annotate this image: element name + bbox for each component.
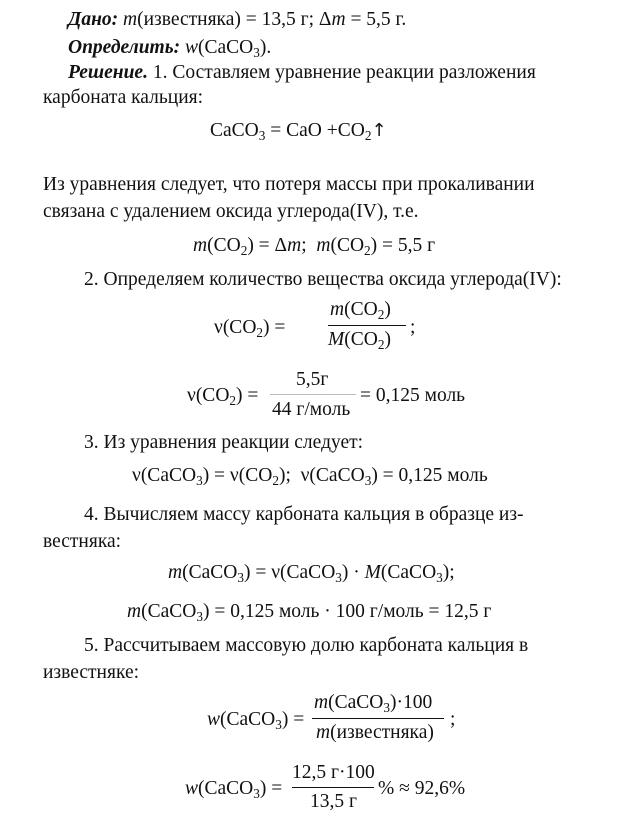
given-line: [68, 10, 406, 30]
formula-text: (CaCO: [220, 709, 276, 730]
subscript: 2: [364, 128, 372, 144]
formula-text: ) = ν(CO: [202, 465, 273, 486]
eq9-lhs: [185, 778, 283, 802]
given-label: Дано:: [68, 9, 119, 30]
formula-text: (CaCO: [182, 562, 238, 583]
step4-line2: вестняка:: [43, 531, 122, 552]
fraction-numerator: 12,5 г·100: [292, 762, 375, 783]
subscript: 3: [196, 609, 203, 625]
subscript: 3: [253, 45, 260, 61]
formula-text: ) =: [263, 317, 286, 338]
subscript: 3: [196, 473, 203, 489]
formula-text: ) =: [281, 709, 305, 730]
subscript: 2: [240, 243, 248, 259]
eq8-fraction: [312, 693, 448, 745]
formula-text: ): [384, 329, 391, 350]
step4-line1: 4. Вычисляем массу карбоната кальция в образце из-: [84, 504, 524, 525]
formula-text: ;: [301, 235, 317, 256]
formula-text: ) =: [236, 385, 259, 406]
fraction-numerator: [314, 692, 433, 716]
formula-text: (CaCO: [198, 778, 254, 799]
formula-text: );: [442, 562, 455, 583]
reaction-equation: [210, 120, 387, 144]
gas-arrow-icon: ↑: [371, 120, 387, 141]
solution-label: Решение.: [68, 62, 148, 83]
formula-text: (CaCO: [380, 562, 437, 583]
mass-symbol: m: [314, 692, 329, 713]
fraction-denominator: [316, 723, 434, 743]
fraction-symbol: w: [185, 778, 199, 799]
fraction-symbol: w: [207, 709, 221, 730]
given-text: (известняка) = 13,5 г; Δ: [137, 9, 332, 30]
subscript: 3: [383, 700, 390, 716]
fraction-numerator: [330, 299, 391, 323]
formula-text: ) = ν(CaCO: [243, 562, 336, 583]
eq8-lhs: [207, 709, 305, 733]
mass-symbol: m: [123, 9, 138, 30]
find-label: Определить:: [68, 37, 181, 58]
mass-symbol: m: [330, 299, 345, 320]
eq6: [168, 562, 455, 586]
formula-text: = CaO +CO: [265, 120, 365, 141]
formula-text: (CO: [344, 299, 378, 320]
step5-line1: 5. Рассчитываем массовую долю карбоната кальция в: [84, 635, 529, 656]
step5-line2: известняке:: [43, 662, 140, 683]
subscript: 2: [272, 473, 279, 489]
step1-line2: карбоната кальция:: [43, 87, 204, 108]
eq8-tail: ;: [450, 709, 456, 730]
formula-text: ) =: [259, 778, 283, 799]
eq9-fraction: [292, 763, 376, 813]
solution-line: [68, 63, 536, 83]
molar-mass-symbol: M: [364, 562, 381, 583]
subscript: 2: [229, 393, 237, 409]
subscript: 2: [364, 243, 371, 259]
formula-text: )·100: [389, 692, 433, 713]
fraction-bar: [270, 394, 356, 395]
fraction-denominator: 13,5 г: [310, 791, 357, 812]
fraction-bar: [292, 787, 374, 788]
subscript: 3: [237, 570, 244, 586]
formula-text: ) = Δ: [247, 235, 288, 256]
fraction-symbol: w: [185, 37, 199, 58]
step3-text: 3. Из уравнения реакции следует:: [84, 432, 364, 453]
subscript: 3: [253, 786, 260, 802]
subscript: 3: [335, 570, 342, 586]
mass-symbol: m: [127, 601, 142, 622]
mass-symbol: m: [193, 235, 208, 256]
formula-text: ) = 5,5 г: [370, 235, 436, 256]
formula-text: ν(CO: [214, 317, 257, 338]
step2-text: 2. Определяем количество вещества оксида углерода(IV):: [84, 269, 562, 290]
formula-text: (CaCO: [328, 692, 384, 713]
formula-text: (CO: [330, 235, 365, 256]
subscript: 3: [275, 717, 282, 733]
subscript: 3: [436, 570, 443, 586]
mass-loss-equation: [193, 235, 436, 259]
formula-text: (CO: [344, 329, 378, 350]
formula-text: ν(CO: [187, 385, 230, 406]
formula-text: (известняка): [330, 722, 434, 743]
find-text: (CaCO: [198, 37, 254, 58]
step1-text: 1. Составляем уравнение реакции разложения: [147, 62, 536, 83]
subscript: 3: [258, 128, 266, 144]
mass-symbol: m: [168, 562, 183, 583]
mass-symbol: m: [316, 722, 331, 743]
eq4-result: = 0,125 моль: [360, 385, 466, 406]
find-text: ).: [259, 37, 272, 58]
mass-symbol: m: [316, 235, 331, 256]
eq3-tail: ;: [410, 317, 416, 338]
formula-text: ) = 0,125 моль · 100 г/моль = 12,5 г: [202, 601, 492, 622]
eq3-fraction: [328, 300, 408, 352]
mass-symbol: m: [331, 9, 346, 30]
eq9-result: % ≈ 92,6%: [378, 778, 466, 799]
formula-text: CaCO: [210, 120, 259, 141]
fraction-denominator: 44 г/моль: [272, 399, 351, 420]
subscript: 2: [377, 307, 385, 323]
formula-text: ) = 0,125 моль: [371, 465, 488, 486]
formula-text: (CO: [207, 235, 241, 256]
subscript: 2: [377, 337, 385, 353]
subscript: 2: [256, 325, 264, 341]
para2-line1: Из уравнения следует, что потеря массы при прокаливании: [43, 174, 535, 195]
para2-line2: связана с удалением оксида углерода(IV), т.е.: [43, 201, 419, 222]
eq3-lhs: [214, 317, 286, 341]
formula-text: ): [384, 299, 391, 320]
find-line: [68, 37, 272, 61]
formula-text: (CaCO: [141, 601, 197, 622]
eq7: [127, 601, 492, 625]
molar-mass-symbol: M: [328, 329, 345, 350]
formula-text: ) ·: [341, 562, 365, 583]
mass-symbol: m: [287, 235, 302, 256]
eq4-fraction: [270, 370, 358, 420]
eq5: [132, 465, 488, 489]
fraction-numerator: 5,5г: [296, 369, 329, 390]
given-text: = 5,5 г.: [345, 9, 407, 30]
fraction-bar: [312, 718, 444, 719]
eq4-lhs: [187, 385, 259, 409]
fraction-denominator: [328, 329, 391, 353]
fraction-bar: [328, 325, 406, 326]
formula-text: ); ν(CaCO: [278, 465, 365, 486]
formula-text: ν(CaCO: [132, 465, 197, 486]
subscript: 3: [364, 473, 372, 489]
